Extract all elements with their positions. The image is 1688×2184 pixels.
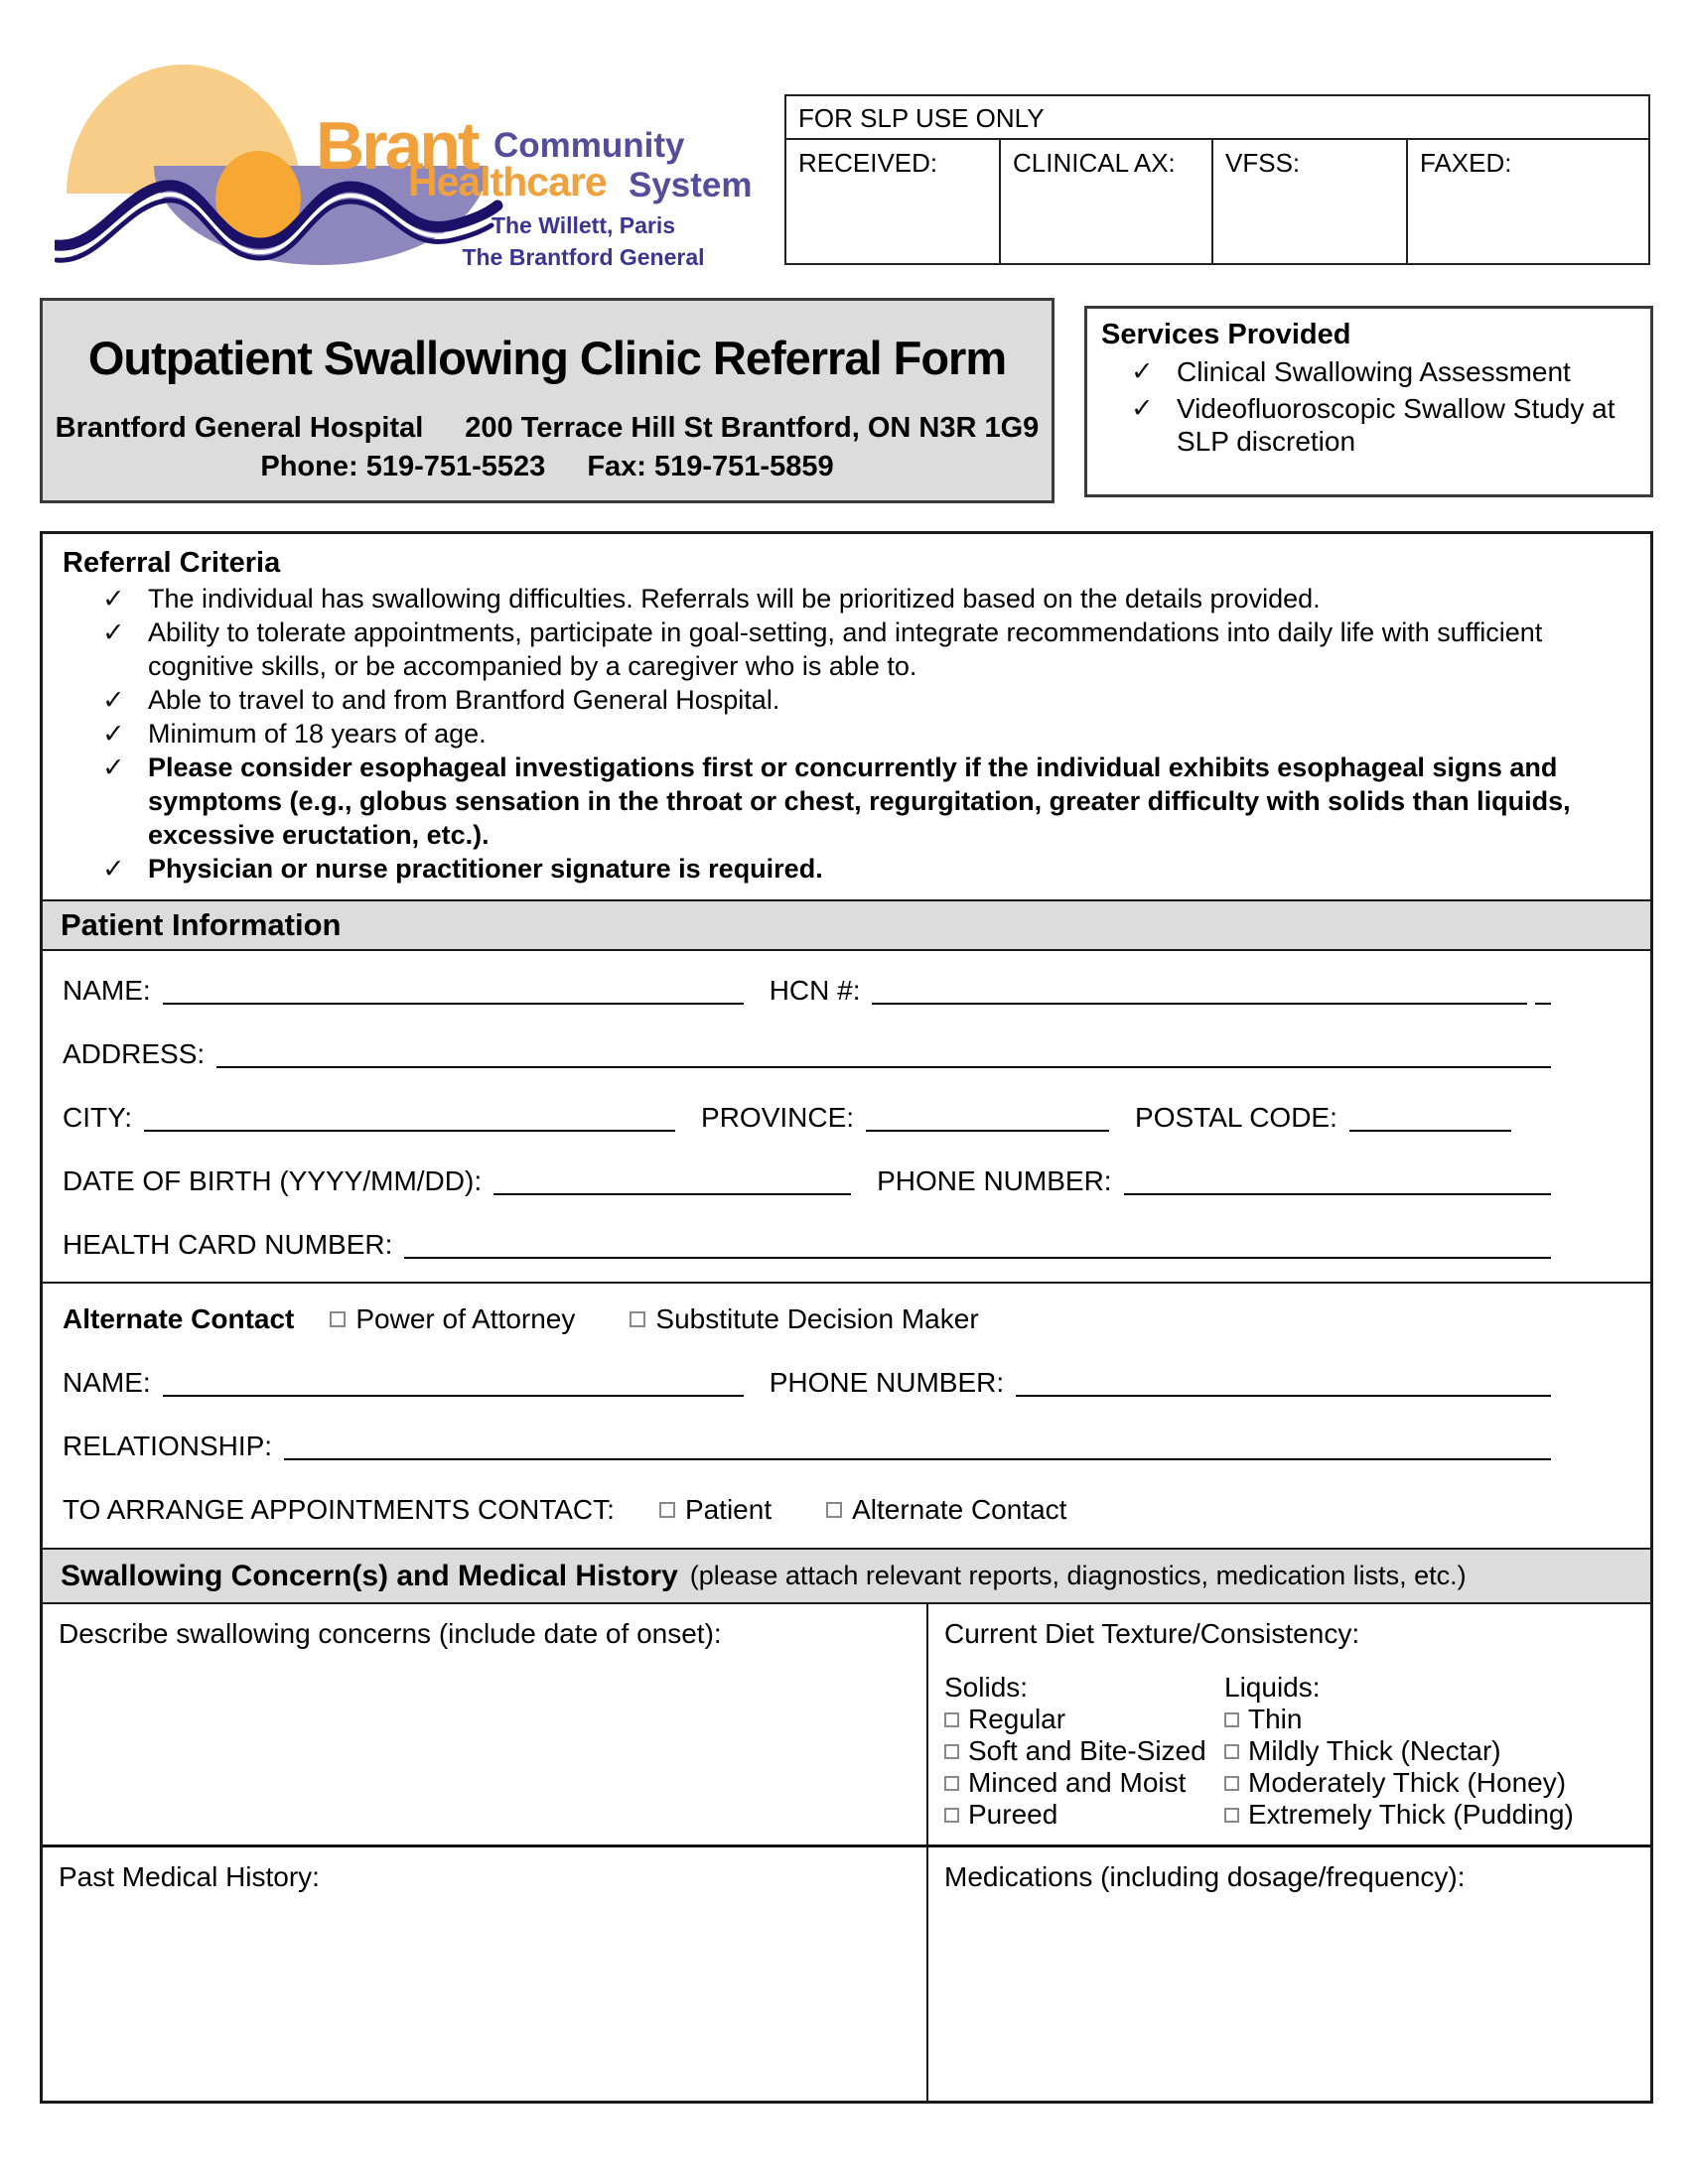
swallowing-history-note: (please attach relevant reports, diagnostics, medication lists, etc.) bbox=[689, 1561, 1467, 1590]
liquids-option-label: Thin bbox=[1248, 1704, 1303, 1734]
check-icon bbox=[102, 717, 148, 751]
liquids-options bbox=[1224, 1672, 1634, 1831]
alternate-contact-section bbox=[43, 1282, 1650, 1548]
patient-hcn-line-tail[interactable] bbox=[1535, 997, 1551, 1005]
describe-concerns-label: Describe swallowing concerns (include date of onset): bbox=[59, 1618, 722, 1649]
patient-dob-label: DATE OF BIRTH (YYYY/MM/DD): bbox=[63, 1165, 483, 1196]
checkbox-solids-regular[interactable] bbox=[944, 1712, 959, 1727]
patient-phone-line[interactable] bbox=[1124, 1187, 1551, 1195]
patient-health-card-row bbox=[63, 1231, 1551, 1259]
patient-dob-row bbox=[63, 1167, 1551, 1195]
logo-tagline-brantford: The Brantford General bbox=[462, 244, 705, 270]
criteria-item-text: Please consider esophageal investigations first or concurrently if the individual exhibits esophageal signs and symptoms (e.g., globus sensation in the throat or chest, regurgitation, greater difficulty with solids than liquids, excessive eructation, etc.). bbox=[148, 752, 1571, 850]
patient-name-label: NAME: bbox=[63, 975, 151, 1006]
arrange-alternate-option bbox=[826, 1496, 1066, 1524]
solids-option-label: Minced and Moist bbox=[968, 1767, 1187, 1798]
liquids-label: Liquids: bbox=[1224, 1672, 1321, 1703]
liquids-option bbox=[1224, 1799, 1634, 1831]
criteria-item bbox=[63, 683, 1622, 717]
logo-word-community: Community bbox=[493, 126, 685, 165]
patient-postal-code-line[interactable] bbox=[1349, 1124, 1511, 1132]
patient-name-line[interactable] bbox=[163, 997, 744, 1005]
hospital-address-line bbox=[43, 412, 1052, 445]
referral-criteria-section bbox=[43, 534, 1650, 899]
check-icon bbox=[102, 582, 148, 615]
checkbox-liquids-moderately-thick[interactable] bbox=[1224, 1776, 1239, 1791]
substitute-decision-maker-option bbox=[630, 1305, 978, 1333]
logo-word-brant: Brant bbox=[316, 108, 478, 184]
patient-province-line[interactable] bbox=[866, 1124, 1109, 1132]
service-item bbox=[1101, 392, 1636, 458]
patient-city-line[interactable] bbox=[144, 1124, 675, 1132]
patient-health-card-label: HEALTH CARD NUMBER: bbox=[63, 1229, 393, 1260]
patient-city-row bbox=[63, 1104, 1551, 1132]
swallowing-history-title: Swallowing Concern(s) and Medical History bbox=[61, 1559, 678, 1592]
past-medical-history-cell[interactable] bbox=[43, 1844, 926, 2101]
alternate-contact-header-row bbox=[63, 1305, 1551, 1333]
check-icon bbox=[102, 751, 148, 852]
power-of-attorney-option bbox=[330, 1305, 575, 1333]
patient-city-label: CITY: bbox=[63, 1102, 133, 1133]
relationship-row bbox=[63, 1433, 1551, 1460]
slp-cell-vfss[interactable]: VFSS: bbox=[1213, 140, 1408, 263]
service-item-label: Clinical Swallowing Assessment bbox=[1177, 356, 1571, 387]
checkbox-arrange-patient[interactable] bbox=[659, 1502, 675, 1518]
form-title-box bbox=[40, 298, 1055, 503]
brant-healthcare-logo bbox=[55, 35, 760, 278]
liquids-option-label: Moderately Thick (Honey) bbox=[1248, 1767, 1567, 1798]
hospital-name: Brantford General Hospital bbox=[55, 412, 424, 444]
criteria-item bbox=[63, 751, 1622, 852]
referral-criteria-title: Referral Criteria bbox=[63, 547, 281, 579]
check-icon bbox=[1131, 392, 1177, 458]
liquids-option bbox=[1224, 1704, 1634, 1735]
slp-use-only-table bbox=[784, 94, 1650, 265]
patient-phone-label: PHONE NUMBER: bbox=[877, 1165, 1112, 1196]
medications-cell[interactable] bbox=[926, 1844, 1650, 2101]
hospital-fax: Fax: 519-751-5859 bbox=[587, 451, 834, 482]
hospital-phone: Phone: 519-751-5523 bbox=[260, 451, 546, 482]
arrange-alternate-label: Alternate Contact bbox=[852, 1494, 1067, 1525]
alternate-name-line[interactable] bbox=[163, 1389, 744, 1397]
check-icon bbox=[1131, 355, 1177, 388]
check-icon bbox=[102, 683, 148, 717]
services-provided-box bbox=[1084, 306, 1653, 497]
solids-option-label: Soft and Bite-Sized bbox=[968, 1735, 1206, 1766]
checkbox-arrange-alternate-contact[interactable] bbox=[826, 1502, 842, 1518]
solids-option-label: Regular bbox=[968, 1704, 1066, 1734]
slp-table-title: FOR SLP USE ONLY bbox=[786, 96, 1648, 140]
checkbox-liquids-thin[interactable] bbox=[1224, 1712, 1239, 1727]
alternate-name-row bbox=[63, 1369, 1551, 1397]
service-item-label: Videofluoroscopic Swallow Study at SLP discretion bbox=[1177, 393, 1616, 457]
alternate-name-label: NAME: bbox=[63, 1367, 151, 1398]
logo-word-system: System bbox=[629, 166, 753, 205]
diet-texture-cell bbox=[926, 1604, 1650, 1844]
checkbox-liquids-extremely-thick[interactable] bbox=[1224, 1808, 1239, 1823]
patient-information-title: Patient Information bbox=[61, 907, 342, 942]
checkbox-solids-soft-bite-sized[interactable] bbox=[944, 1744, 959, 1759]
patient-postal-code-label: POSTAL CODE: bbox=[1135, 1102, 1337, 1133]
logo-tagline-willett: The Willett, Paris bbox=[491, 212, 676, 238]
main-form bbox=[40, 531, 1653, 2104]
checkbox-liquids-mildly-thick[interactable] bbox=[1224, 1744, 1239, 1759]
criteria-item-text: Ability to tolerate appointments, participate in goal-setting, and integrate recommendations into daily life with sufficient cognitive skills, or be accompanied by a caregiver who is able to. bbox=[148, 617, 1543, 681]
patient-health-card-line[interactable] bbox=[404, 1251, 1551, 1259]
criteria-item-text: Physician or nurse practitioner signature is required. bbox=[148, 854, 823, 884]
power-of-attorney-label: Power of Attorney bbox=[355, 1303, 576, 1334]
patient-province-label: PROVINCE: bbox=[701, 1102, 855, 1133]
criteria-item-text: The individual has swallowing difficulties. Referrals will be prioritized based on the details provided. bbox=[148, 584, 1321, 614]
slp-table-cells bbox=[786, 140, 1648, 263]
slp-cell-received[interactable]: RECEIVED: bbox=[786, 140, 1001, 263]
liquids-option bbox=[1224, 1767, 1634, 1799]
swallowing-history-header bbox=[43, 1548, 1650, 1604]
medications-label: Medications (including dosage/frequency): bbox=[944, 1861, 1466, 1892]
checkbox-solids-minced-moist[interactable] bbox=[944, 1776, 959, 1791]
logo-word-healthcare: Healthcare bbox=[408, 159, 607, 205]
past-medical-history-label: Past Medical History: bbox=[59, 1861, 320, 1892]
patient-hcn-line[interactable] bbox=[872, 997, 1527, 1005]
slp-cell-clinical-ax[interactable]: CLINICAL AX: bbox=[1001, 140, 1213, 263]
patient-address-label: ADDRESS: bbox=[63, 1038, 206, 1069]
patient-address-line[interactable] bbox=[216, 1060, 1551, 1068]
criteria-item-text: Minimum of 18 years of age. bbox=[148, 719, 487, 749]
criteria-item bbox=[63, 615, 1622, 683]
phone-fax-line bbox=[43, 451, 1052, 483]
liquids-option-label: Extremely Thick (Pudding) bbox=[1248, 1799, 1574, 1830]
solids-label: Solids: bbox=[944, 1672, 1029, 1703]
solids-option-label: Pureed bbox=[968, 1799, 1058, 1830]
solids-options bbox=[944, 1672, 1224, 1831]
patient-address-row bbox=[63, 1040, 1551, 1068]
diet-columns bbox=[944, 1672, 1634, 1831]
checkbox-substitute-decision-maker[interactable] bbox=[630, 1311, 645, 1327]
solids-option bbox=[944, 1704, 1224, 1735]
checkbox-solids-pureed[interactable] bbox=[944, 1808, 959, 1823]
describe-concerns-cell[interactable] bbox=[43, 1604, 926, 1844]
patient-hcn-label: HCN #: bbox=[769, 975, 861, 1006]
arrange-patient-label: Patient bbox=[684, 1494, 773, 1525]
arrange-appointments-label: TO ARRANGE APPOINTMENTS CONTACT: bbox=[63, 1494, 615, 1525]
criteria-item-text: Able to travel to and from Brantford General Hospital. bbox=[148, 685, 780, 715]
concerns-grid bbox=[43, 1604, 1650, 2101]
logo-taglines bbox=[442, 209, 725, 273]
patient-information-header bbox=[43, 899, 1650, 951]
alternate-contact-title: Alternate Contact bbox=[63, 1303, 295, 1334]
criteria-item bbox=[63, 717, 1622, 751]
relationship-line[interactable] bbox=[284, 1452, 1551, 1460]
diet-texture-label: Current Diet Texture/Consistency: bbox=[944, 1618, 1360, 1649]
alternate-phone-line[interactable] bbox=[1016, 1389, 1551, 1397]
criteria-item bbox=[63, 852, 1622, 886]
checkbox-power-of-attorney[interactable] bbox=[330, 1311, 346, 1327]
patient-information-section bbox=[43, 951, 1650, 1282]
patient-dob-line[interactable] bbox=[493, 1187, 851, 1195]
services-provided-title: Services Provided bbox=[1101, 319, 1351, 350]
check-icon bbox=[102, 852, 148, 886]
page-title: Outpatient Swallowing Clinic Referral Form bbox=[87, 332, 1007, 384]
liquids-option-label: Mildly Thick (Nectar) bbox=[1248, 1735, 1501, 1766]
liquids-option bbox=[1224, 1735, 1634, 1767]
criteria-item bbox=[63, 582, 1622, 615]
relationship-label: RELATIONSHIP: bbox=[63, 1431, 273, 1461]
check-icon bbox=[102, 615, 148, 683]
solids-option bbox=[944, 1767, 1224, 1799]
solids-option bbox=[944, 1735, 1224, 1767]
arrange-appointments-row bbox=[63, 1496, 1551, 1524]
arrange-patient-option bbox=[659, 1496, 772, 1524]
slp-cell-faxed[interactable]: FAXED: bbox=[1420, 148, 1512, 178]
service-item bbox=[1101, 355, 1636, 388]
hospital-street-address: 200 Terrace Hill St Brantford, ON N3R 1G9 bbox=[465, 412, 1040, 444]
solids-option bbox=[944, 1799, 1224, 1831]
alternate-phone-label: PHONE NUMBER: bbox=[769, 1367, 1005, 1398]
substitute-decision-maker-label: Substitute Decision Maker bbox=[655, 1303, 979, 1334]
patient-name-row bbox=[63, 977, 1551, 1005]
